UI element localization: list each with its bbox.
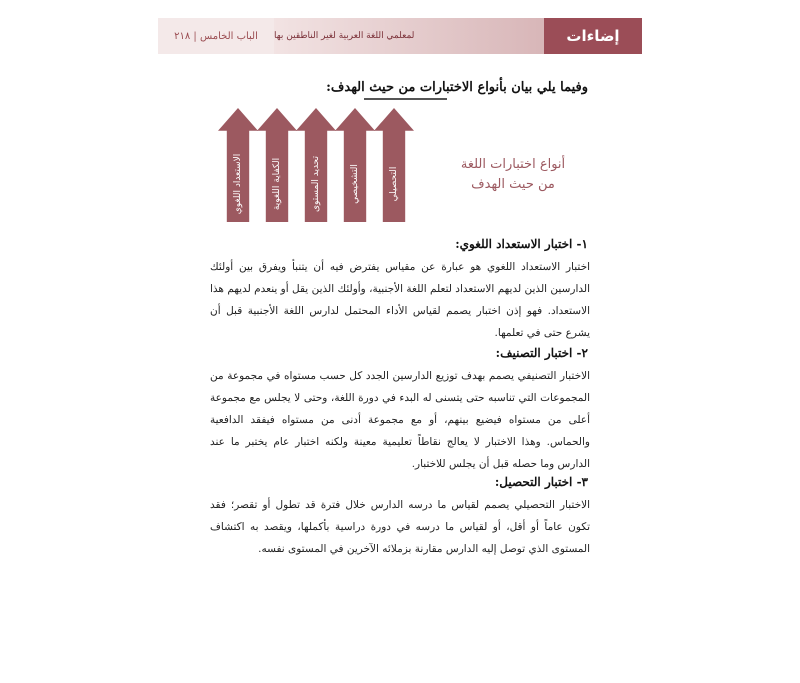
diagram-title-line1: أنواع اختبارات اللغة <box>460 157 566 172</box>
section-body-achievement: الاختبار التحصيلي يصمم لقياس ما درسه الدارس خلال فترة قد تطول أو تقصر؛ فقد تكون عاماً أو أقل، أو لقياس ما درسه في دورة دراسية بأكملها، ويقصد به اكتشاف المستوى الذي توصل إليه الدارس مقارنة بزملائه الآخرين في المستوى نفسه. <box>210 499 590 555</box>
page-header <box>158 18 642 54</box>
arrow-diagnostic <box>335 108 375 222</box>
arrow-proficiency <box>257 108 297 222</box>
arrow-label: التشخيصي <box>350 164 360 204</box>
section-heading-placement: ٢- اختبار التصنيف: <box>495 346 588 360</box>
arrow-placement <box>296 108 336 222</box>
arrow-achievement <box>374 108 414 222</box>
brand-title: إضاءات <box>544 18 642 54</box>
section-heading-achievement: ٣- اختبار التحصيل: <box>494 475 588 489</box>
chapter-page-label: الباب الخامس | ٢١٨ <box>158 18 274 54</box>
arrow-label: الاستعداد اللغوي <box>233 153 243 215</box>
test-types-diagram <box>218 108 416 222</box>
book-title: لمعلمي اللغة العربية لغير الناطقين بها <box>274 18 544 54</box>
section-heading-aptitude: ١- اختبار الاستعداد اللغوي: <box>455 237 588 251</box>
arrow-label: تحديد المستوى <box>311 156 321 213</box>
arrow-label: التحصيلي <box>389 166 399 202</box>
arrow-label: الكفاية اللغوية <box>272 157 282 211</box>
section-body-placement: الاختبار التصنيفي يصمم بهدف توزيع الدارسين الجدد كل حسب مستواه في مجموعة من المجموعات التي تناسبه حتى يتسنى له البدء في دورة اللغة، وحتى لا يجلس مع مجموعة أعلى من مستواه فيضيع بينهم، أو مع مجموعة أدنى من مستواه فيفقد الدافعية والحماس. وهذا الاختبار لا يعالج نقاطاً تعليمية معينة ولكنه اختبار عام يختبر ما عند الدارس وما حصله قبل أن يجلس للاختبار. <box>210 370 590 470</box>
section-body-aptitude: اختبار الاستعداد اللغوي هو عبارة عن مقياس يفترض فيه أن يتنبأ ويفرق بين أولئك الدارسين الذين لديهم الاستعداد لتعلم اللغة الأجنبية، وأولئك الذين يقل أو ينعدم لديهم هذا الاستعداد. فهو إذن اختبار يصمم لقياس الأداء المحتمل لدارس اللغة الأجنبية قبل أن يشرع حتى في تعلمها. <box>210 261 590 339</box>
diagram-title-line2: من حيث الهدف <box>471 177 555 192</box>
diagram-title <box>448 155 578 195</box>
intro-underline <box>364 98 447 100</box>
arrow-aptitude <box>218 108 258 222</box>
intro-text: وفيما يلي بيان بأنواع الاختبارات من حيث الهدف: <box>326 80 588 95</box>
